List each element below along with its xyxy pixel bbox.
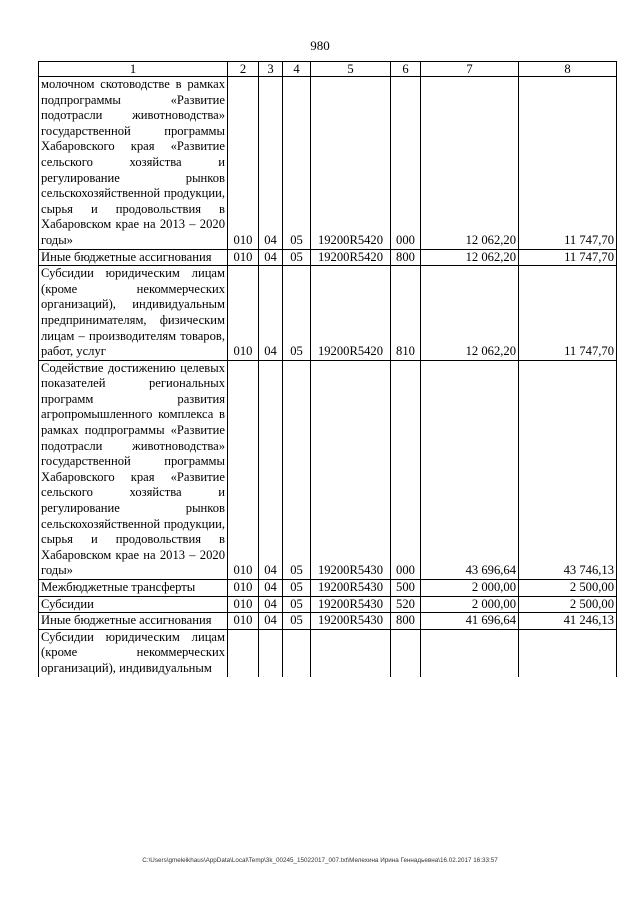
header-cell-4: 4: [283, 62, 311, 77]
row-expense-type: 000: [391, 77, 421, 250]
row-code-section: 04: [259, 360, 283, 579]
row-code-subsection: 05: [283, 266, 311, 361]
table-row: [39, 613, 617, 630]
row-amount-2: 41 246,13: [519, 613, 617, 630]
row-amount-1: 41 696,64: [421, 613, 519, 630]
row-expense-type: 810: [391, 266, 421, 361]
row-target-article: 19200R5420: [311, 266, 391, 361]
header-cell-5: 5: [311, 62, 391, 77]
row-code-section: 04: [259, 77, 283, 250]
row-target-article: 19200R5420: [311, 249, 391, 266]
table-row: [39, 629, 617, 676]
table-row: [39, 77, 617, 250]
row-expense-type: 520: [391, 596, 421, 613]
row-code-subsection: 05: [283, 596, 311, 613]
row-description: Межбюджетные трансферты: [39, 580, 228, 597]
row-code-subsection: 05: [283, 360, 311, 579]
row-target-article: 19200R5430: [311, 360, 391, 579]
header-cell-8: 8: [519, 62, 617, 77]
page-number: 980: [310, 38, 330, 53]
row-amount-1: 12 062,20: [421, 266, 519, 361]
header-cell-3: 3: [259, 62, 283, 77]
row-amount-1: 2 000,00: [421, 580, 519, 597]
row-target-article: 19200R5430: [311, 596, 391, 613]
row-description: Содействие достижению целевых показателей региональных программ развития агропромышленного комплекса в рамках подпрограммы «Развитие подотрасли животноводства» государственной программы Хабаровского края «Развитие сельского хозяйства и регулирование рынков сельскохозяйственной продукции, сырья и продовольствия в Хабаровском крае на 2013 – 2020 годы»: [39, 360, 228, 579]
table-row: [39, 249, 617, 266]
row-expense-type: 800: [391, 613, 421, 630]
row-amount-2: 2 500,00: [519, 580, 617, 597]
row-code-ministry: 010: [228, 360, 259, 579]
row-code-ministry: 010: [228, 580, 259, 597]
row-code-section: 04: [259, 580, 283, 597]
row-target-article: 19200R5430: [311, 580, 391, 597]
row-amount-2: 43 746,13: [519, 360, 617, 579]
row-code-subsection: [283, 629, 311, 676]
table-row: [39, 580, 617, 597]
row-description: молочном скотоводстве в рамках подпрограммы «Развитие подотрасли животноводства» государственной программы Хабаровского края «Развитие сельского хозяйства и регулирование рынков сельскохозяйственной продукции, сырья и продовольствия в Хабаровском крае на 2013 – 2020 годы»: [39, 77, 228, 250]
row-description: Субсидии юридическим лицам (кроме некоммерческих организаций), индивидуальным: [39, 629, 228, 676]
row-amount-1: 43 696,64: [421, 360, 519, 579]
row-expense-type: 800: [391, 249, 421, 266]
row-description: Иные бюджетные ассигнования: [39, 249, 228, 266]
row-target-article: 19200R5430: [311, 613, 391, 630]
row-code-ministry: [228, 629, 259, 676]
header-cell-1: 1: [39, 62, 228, 77]
table-row: [39, 596, 617, 613]
row-code-ministry: 010: [228, 613, 259, 630]
table-header-row: [39, 62, 617, 77]
row-code-ministry: 010: [228, 266, 259, 361]
table-row: [39, 266, 617, 361]
row-expense-type: 000: [391, 360, 421, 579]
row-code-section: 04: [259, 596, 283, 613]
header-cell-7: 7: [421, 62, 519, 77]
row-expense-type: 500: [391, 580, 421, 597]
row-code-ministry: 010: [228, 77, 259, 250]
row-amount-1: 2 000,00: [421, 596, 519, 613]
row-amount-1: 12 062,20: [421, 77, 519, 250]
row-description: Субсидии юридическим лицам (кроме некоммерческих организаций), индивидуальным предпринимателям, физическим лицам – производителям товаров, работ, услуг: [39, 266, 228, 361]
row-description: Субсидии: [39, 596, 228, 613]
row-code-subsection: 05: [283, 613, 311, 630]
row-amount-2: 2 500,00: [519, 596, 617, 613]
row-target-article: 19200R5420: [311, 77, 391, 250]
table-row: [39, 360, 617, 579]
row-amount-1: [421, 629, 519, 676]
header-cell-2: 2: [228, 62, 259, 77]
row-amount-2: [519, 629, 617, 676]
row-expense-type: [391, 629, 421, 676]
row-code-section: 04: [259, 613, 283, 630]
row-target-article: [311, 629, 391, 676]
row-code-section: 04: [259, 266, 283, 361]
row-amount-2: 11 747,70: [519, 266, 617, 361]
row-code-subsection: 05: [283, 249, 311, 266]
row-description: Иные бюджетные ассигнования: [39, 613, 228, 630]
budget-table: [38, 61, 617, 677]
row-amount-2: 11 747,70: [519, 249, 617, 266]
row-code-subsection: 05: [283, 580, 311, 597]
row-code-ministry: 010: [228, 249, 259, 266]
row-code-ministry: 010: [228, 596, 259, 613]
row-amount-2: 11 747,70: [519, 77, 617, 250]
document-footer-path: C:\Users\gmeleikhaus\AppData\Local\Temp\3k_00245_15022017_007.txt\Мелехина Ирина Геннадьевна\16.02.2017 16:33:57: [142, 857, 498, 864]
row-code-section: [259, 629, 283, 676]
row-amount-1: 12 062,20: [421, 249, 519, 266]
row-code-subsection: 05: [283, 77, 311, 250]
header-cell-6: 6: [391, 62, 421, 77]
row-code-section: 04: [259, 249, 283, 266]
